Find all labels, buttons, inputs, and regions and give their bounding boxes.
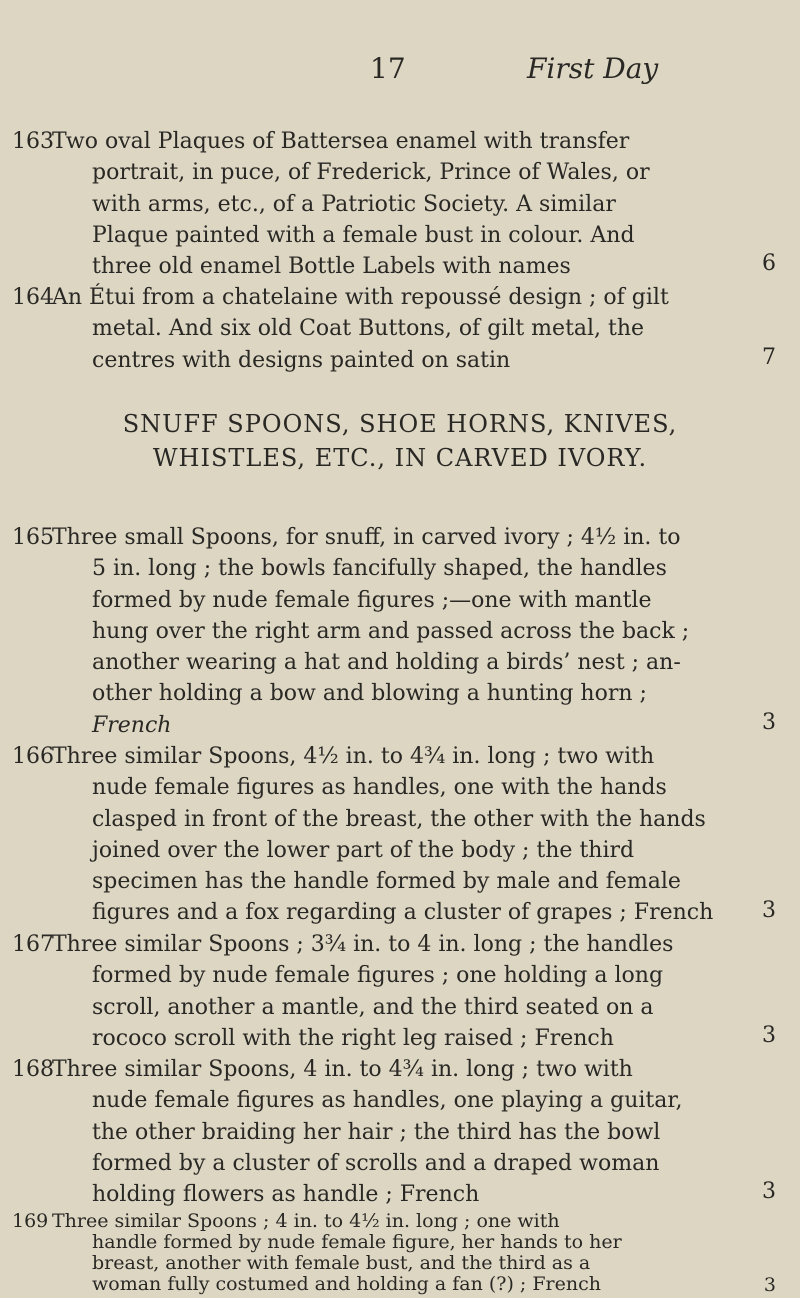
desc-line: another wearing a hat and holding a birds’ nest ; an- (92, 650, 681, 676)
desc-line: hung over the right arm and passed across the back ; (92, 618, 690, 644)
desc-line: clasped in front of the breast, the other with the hands (92, 806, 706, 832)
lot-description (52, 929, 767, 1054)
lot-quantity: 6 (762, 251, 776, 276)
desc-line: Three similar Spoons ; 3¾ in. to 4 in. long ; the handles (52, 932, 674, 957)
desc-line: joined over the lower part of the body ; the third (92, 837, 635, 863)
desc-line: Three similar Spoons, 4 in. to 4¾ in. long ; two with (52, 1057, 633, 1082)
desc-line: formed by nude female figures ;—one with mantle (92, 587, 652, 613)
lot-number: 169 (12, 1210, 49, 1232)
desc-line: 5 in. long ; the bowls fancifully shaped, the handles (92, 556, 667, 582)
lot-quantity: 3 (762, 1023, 776, 1048)
lot-description (52, 282, 767, 376)
lot-number: 165 (12, 525, 54, 550)
lot-quantity: 3 (762, 1179, 776, 1204)
desc-line: scroll, another a mantle, and the third seated on a (92, 994, 654, 1020)
desc-line: specimen has the handle formed by male and female (92, 869, 681, 895)
desc-line: Two oval Plaques of Battersea enamel with transfer (52, 129, 630, 154)
lot-description (52, 1211, 767, 1295)
desc-line: with arms, etc., of a Patriotic Society. A similar (92, 191, 616, 217)
lot-number: 164 (12, 285, 54, 310)
desc-line: formed by nude female figures ; one holding a long (92, 963, 664, 989)
lot-number: 163 (12, 129, 54, 154)
lot-quantity: 3 (763, 1274, 776, 1296)
lot-quantity: 7 (762, 345, 776, 370)
page-number: 17 (370, 52, 406, 85)
desc-line: holding flowers as handle ; French (92, 1182, 480, 1208)
desc-line: other holding a bow and blowing a hunting horn ; (92, 681, 647, 707)
lot-quantity: 3 (762, 898, 776, 923)
desc-line: An Étui from a chatelaine with repoussé design ; of gilt (52, 285, 669, 310)
desc-line: breast, another with female bust, and the third as a (92, 1252, 591, 1274)
desc-line: French (92, 712, 172, 738)
desc-line: three old enamel Bottle Labels with names (92, 254, 571, 280)
desc-line: nude female figures as handles, one with the hands (92, 775, 667, 801)
desc-line: Plaque painted with a female bust in colour. And (92, 222, 635, 248)
desc-line: formed by a cluster of scrolls and a draped woman (92, 1150, 660, 1176)
page-header (0, 52, 800, 92)
desc-line: centres with designs painted on satin (92, 347, 511, 373)
desc-line: figures and a fox regarding a cluster of grapes ; French (92, 900, 714, 926)
desc-line: handle formed by nude female figure, her hands to her (92, 1231, 622, 1253)
desc-line: nude female figures as handles, one playing a guitar, (92, 1088, 683, 1114)
desc-line: rococo scroll with the right leg raised ; French (92, 1025, 614, 1051)
section-heading-line: SNUFF SPOONS, SHOE HORNS, KNIVES, (122, 410, 678, 438)
section-heading (0, 410, 800, 472)
desc-line: Three small Spoons, for snuff, in carved ivory ; 4½ in. to (52, 525, 681, 550)
lot-description (52, 1054, 767, 1210)
lot-quantity: 3 (762, 710, 776, 735)
lot-number: 166 (12, 744, 54, 769)
desc-line: woman fully costumed and holding a fan (?) ; French (92, 1273, 602, 1295)
desc-line: Three similar Spoons, 4½ in. to 4¾ in. long ; two with (52, 744, 655, 769)
lot-number: 167 (12, 932, 54, 957)
desc-line: the other braiding her hair ; the third has the bowl (92, 1119, 661, 1145)
lot-description (52, 126, 767, 282)
running-title: First Day (527, 52, 659, 85)
lot-number: 168 (12, 1057, 54, 1082)
desc-line: metal. And six old Coat Buttons, of gilt metal, the (92, 316, 645, 342)
section-heading-line: WHISTLES, ETC., IN CARVED IVORY. (152, 444, 648, 472)
lot-description (52, 741, 767, 929)
desc-line: Three similar Spoons ; 4 in. to 4½ in. long ; one with (52, 1210, 560, 1232)
desc-line: portrait, in puce, of Frederick, Prince of Wales, or (92, 160, 650, 186)
lot-description (52, 522, 767, 741)
